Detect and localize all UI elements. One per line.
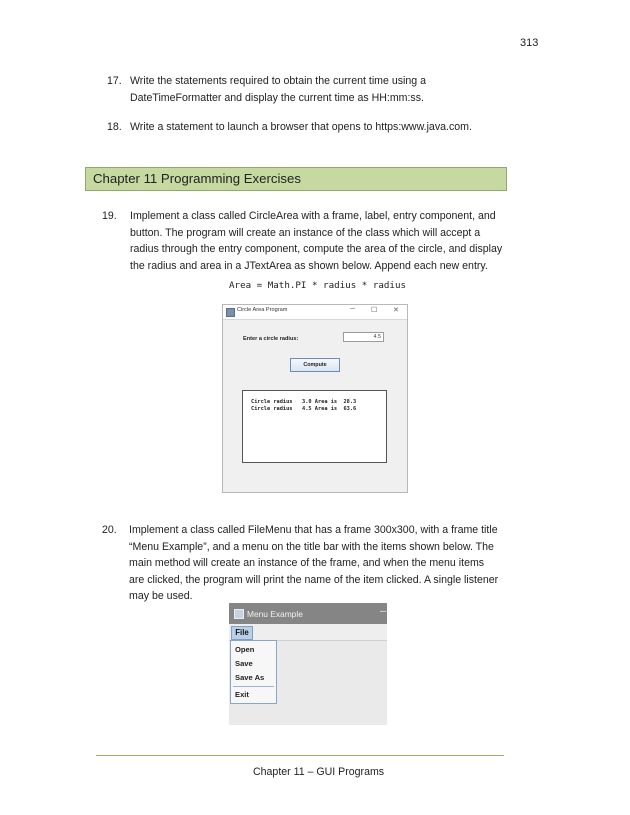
minimize-icon[interactable]: ─ [350,306,355,313]
exercise-text-line: Write a statement to launch a browser that opens to https:www.java.com. [130,121,472,133]
exercise-text-line: are clicked, the program will print the name of the item clicked. A single listener [129,573,499,586]
result-row: Circle radius 3.0 Area is 28.3 [251,399,357,405]
exercise-20 [102,522,527,606]
exercise-text-line: Write the statements required to obtain the current time using a [130,75,426,87]
exercise-text-line: button. The program will create an instance of the class which will accept a [130,226,481,239]
close-icon[interactable]: ✕ [393,307,399,314]
page-number: 313 [520,37,539,49]
exercise-number: 18. [107,121,122,133]
menu-item-save-as[interactable]: Save As [235,673,265,682]
compute-button[interactable]: Compute [290,358,340,372]
exercise-17 [107,73,507,107]
window-title: Circle Area Program [237,307,288,313]
radius-input[interactable]: 4.5 [343,332,384,342]
result-row: Circle radius 4.5 Area is 63.6 [251,406,357,412]
window-title-bar [223,305,407,320]
exercise-19 [102,208,527,278]
chapter-heading: Chapter 11 Programming Exercises [93,171,301,186]
circle-area-window [222,304,408,493]
exercise-text-line: the radius and area in a JTextArea as shown below. Append each new entry. [130,259,488,272]
menu-example-window [229,603,387,725]
java-app-icon [234,609,244,619]
exercise-number: 17. [107,75,122,87]
menu-item-exit[interactable]: Exit [235,690,249,699]
exercise-text-line: “Menu Example”, and a menu on the title bar with the items shown below. The [129,540,494,553]
menu-item-save[interactable]: Save [235,659,253,668]
area-formula: Area = Math.PI * radius * radius [229,280,407,291]
maximize-icon[interactable]: ☐ [371,307,378,314]
exercise-text-line: DateTimeFormatter and display the current time as HH:mm:ss. [130,92,424,104]
java-app-icon [226,308,235,317]
window-title: Menu Example [247,609,303,619]
exercise-18 [107,119,507,137]
exercise-text-line: main method will create an instance of the frame, and when the menu items [129,557,485,569]
window-title-bar [229,603,387,624]
exercise-text-line: may be used. [129,590,193,602]
chapter-heading-bar [85,167,507,191]
exercise-text-line: radius through the entry component, compute the area of the circle, and display [130,243,503,255]
footer-rule [96,755,504,756]
exercise-text-line: Implement a class called FileMenu that has a frame 300x300, with a frame title [129,524,498,536]
result-text-area[interactable] [242,390,387,463]
menu-separator [233,686,274,687]
minimize-icon[interactable]: ─ [380,606,387,616]
radius-label: Enter a circle radius: [243,336,299,342]
file-menu[interactable]: File [231,626,253,640]
exercise-number: 20. [102,524,117,536]
exercise-text-line: Implement a class called CircleArea with a frame, label, entry component, and [130,210,496,222]
menu-item-open[interactable]: Open [235,645,255,654]
page-footer: Chapter 11 – GUI Programs [253,766,385,778]
exercise-number: 19. [102,210,117,222]
file-dropdown [230,640,277,704]
